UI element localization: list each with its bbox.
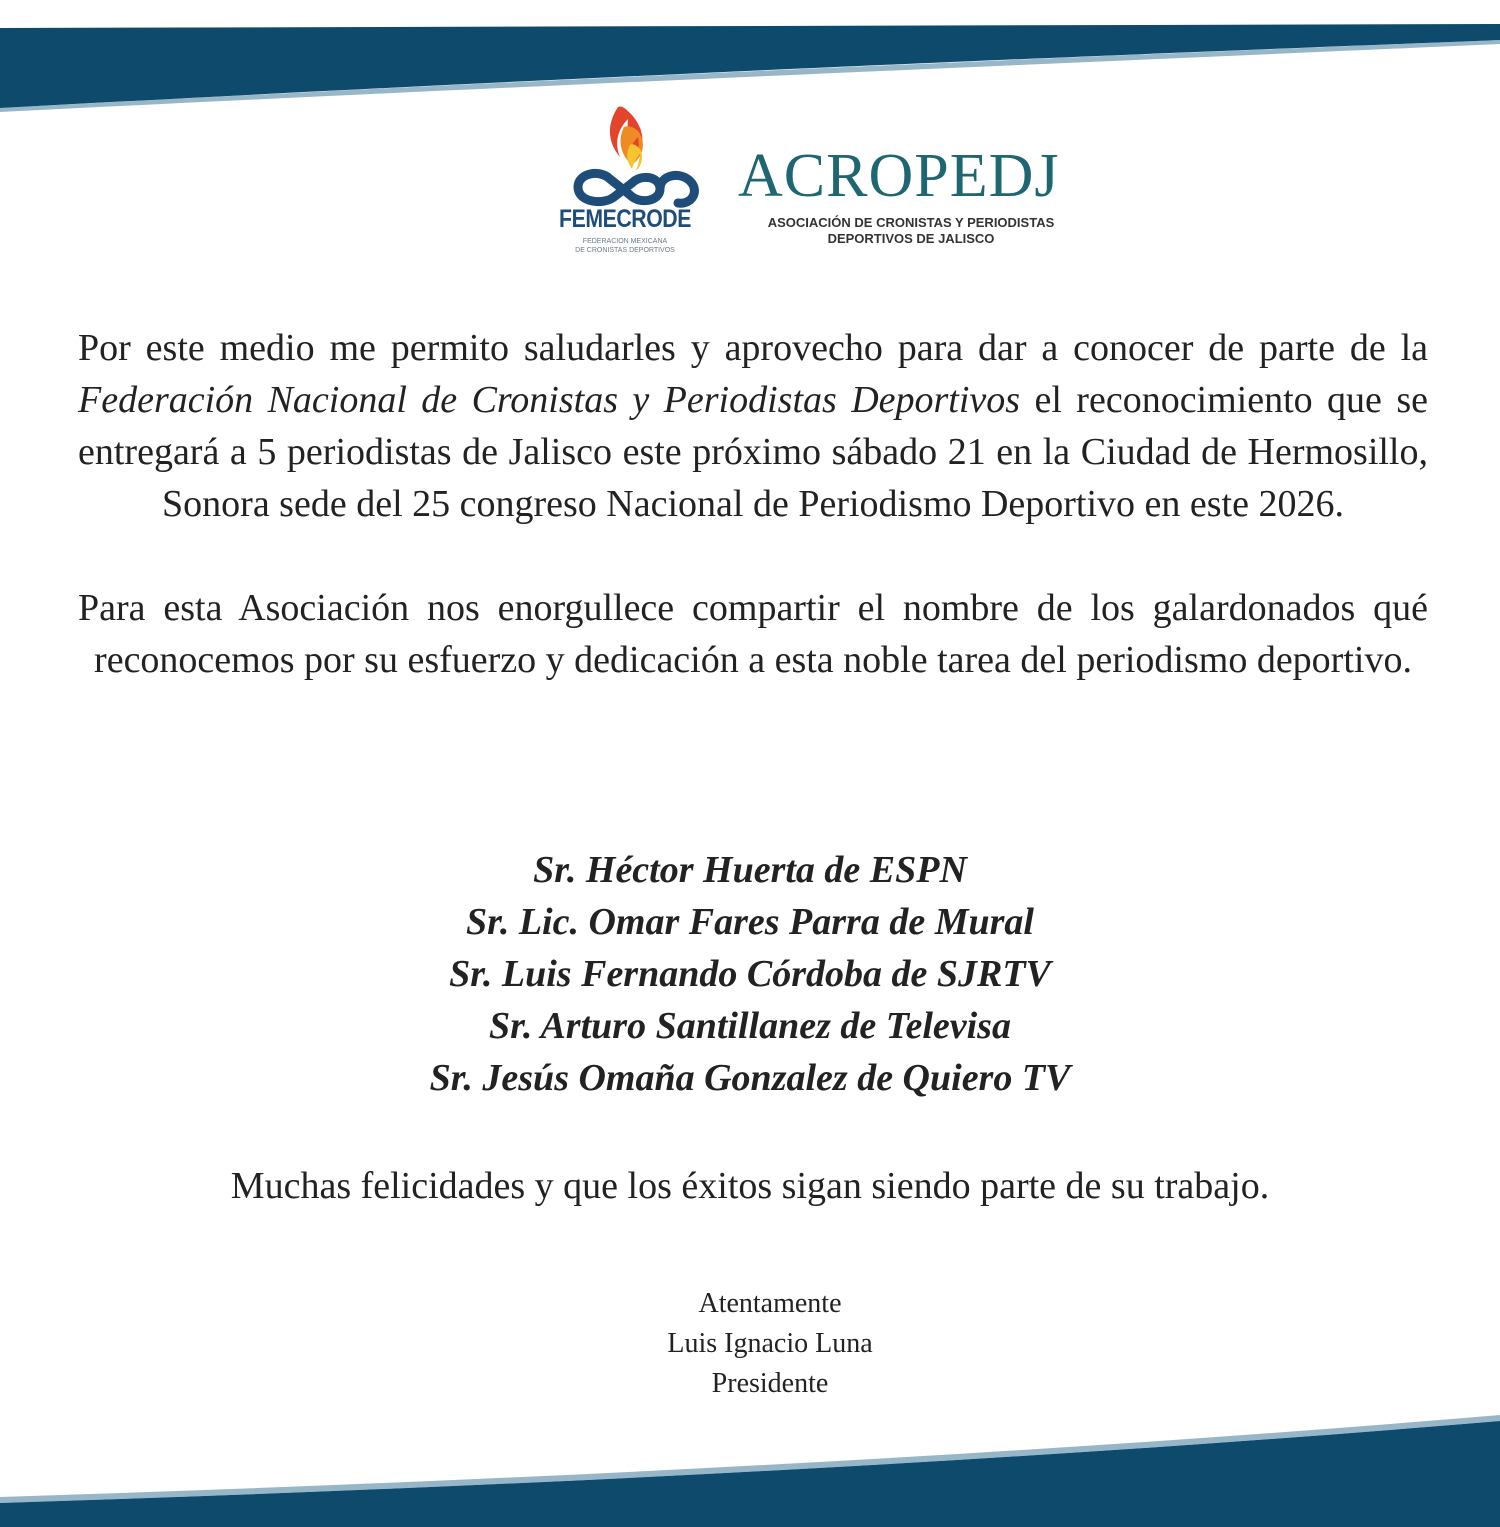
letter-body xyxy=(78,322,1428,686)
femecrode-subtitle-line2: DE CRONISTAS DEPORTIVOS xyxy=(575,247,675,254)
awardee-list xyxy=(0,844,1500,1104)
pride-paragraph: Para esta Asociación nos enorgullece compartir el nombre de los galardonados qué reconocemos por su esfuerzo y dedicación a esta noble tarea del periodismo deportivo. xyxy=(78,587,1428,681)
signature-title: Presidente xyxy=(711,1368,829,1399)
acropedj-subtitle xyxy=(736,215,1086,247)
announcement-intro: Por este medio me permito saludarles y aprovecho para dar a conocer de parte de la xyxy=(78,327,1428,369)
bottom-wave-band xyxy=(0,1415,1500,1527)
closing-line: Muchas felicidades y que los éxitos sigan siendo parte de su trabajo. xyxy=(230,1165,1270,1207)
acropedj-subtitle-line2: DEPORTIVOS DE JALISCO xyxy=(827,231,995,246)
awardee-item: Sr. Luis Fernando Córdoba de SJRTV xyxy=(449,953,1051,995)
signature-block xyxy=(0,1284,1500,1404)
header-logos xyxy=(540,95,1100,270)
announcement-paragraph xyxy=(78,322,1428,530)
awardee-item: Sr. Lic. Omar Fares Parra de Mural xyxy=(466,901,1034,943)
femecrode-subtitle xyxy=(540,237,710,255)
acropedj-name: ACROPEDJ xyxy=(738,142,1060,210)
femecrode-subtitle-line1: FEDERACION MEXICANA xyxy=(582,238,668,245)
awardee-item: Sr. Jesús Omaña Gonzalez de Quiero TV xyxy=(429,1057,1071,1099)
acropedj-subtitle-line1: ASOCIACIÓN DE CRONISTAS Y PERIODISTAS xyxy=(767,215,1055,230)
federation-name: Federación Nacional de Cronistas y Periodistas Deportivos xyxy=(78,379,1021,421)
signature-salutation: Atentamente xyxy=(698,1288,842,1319)
awardee-item: Sr. Héctor Huerta de ESPN xyxy=(533,849,967,891)
awardee-item: Sr. Arturo Santillanez de Televisa xyxy=(489,1005,1011,1047)
announcement-rest: el reconocimiento que se entregará a 5 periodistas de Jalisco este próximo sábado 21 en la Ciudad de Hermosillo, Sonora sede del 25 congreso Nacional de Periodismo Deportivo en este 2026. xyxy=(78,379,1428,525)
signature-name: Luis Ignacio Luna xyxy=(667,1328,873,1359)
femecrode-name: FEMECRODE xyxy=(559,205,691,233)
